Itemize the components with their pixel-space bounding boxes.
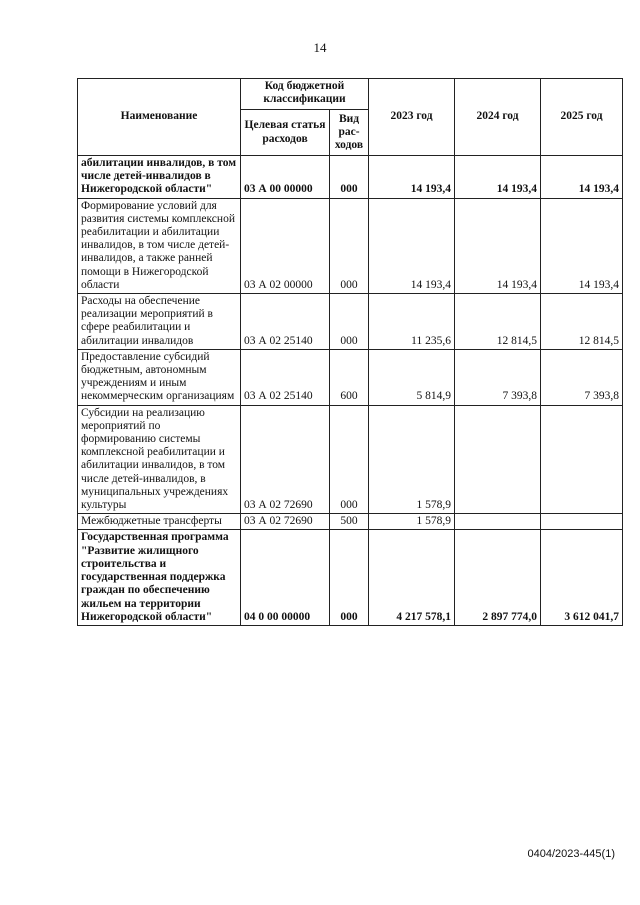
- row-expense-kind: 600: [330, 349, 369, 405]
- row-expense-kind: 500: [330, 514, 369, 530]
- row-value-2023: 1 578,9: [369, 405, 455, 514]
- row-target-code: 03 А 00 00000: [241, 156, 330, 199]
- row-value-2024: 14 193,4: [455, 198, 541, 293]
- row-expense-kind: 000: [330, 294, 369, 350]
- row-value-2025: 12 814,5: [541, 294, 623, 350]
- row-target-code: 03 А 02 25140: [241, 294, 330, 350]
- row-target-code: 04 0 00 00000: [241, 530, 330, 625]
- row-value-2024: [455, 514, 541, 530]
- row-value-2024: 12 814,5: [455, 294, 541, 350]
- row-expense-kind: 000: [330, 156, 369, 199]
- row-name: Формирование условий для развития системы комплексной реабилитации и абилитации инвалидов, в том числе детей-инвалидов, а также ранней помощи в Нижегородской области: [78, 198, 241, 293]
- header-expense-kind: Вид рас-ходов: [330, 110, 369, 156]
- table-row: [78, 405, 623, 514]
- table-row: [78, 198, 623, 293]
- row-expense-kind: 000: [330, 405, 369, 514]
- row-value-2023: 5 814,9: [369, 349, 455, 405]
- row-value-2025: 3 612 041,7: [541, 530, 623, 625]
- row-name: Субсидии на реализацию мероприятий по формированию системы комплексной реабилитации и абилитации инвалидов, в том числе детей-инвалидов, в муниципальных учреждениях культуры: [78, 405, 241, 514]
- row-target-code: 03 А 02 72690: [241, 405, 330, 514]
- row-value-2024: [455, 405, 541, 514]
- row-value-2023: 1 578,9: [369, 514, 455, 530]
- table-row: [78, 349, 623, 405]
- table-row: [78, 530, 623, 625]
- row-expense-kind: 000: [330, 198, 369, 293]
- budget-table: [77, 78, 623, 626]
- row-value-2025: 14 193,4: [541, 198, 623, 293]
- header-name: Наименование: [78, 79, 241, 156]
- document-code: 0404/2023-445(1): [527, 848, 615, 860]
- row-value-2024: 7 393,8: [455, 349, 541, 405]
- table-row: [78, 294, 623, 350]
- row-value-2024: 14 193,4: [455, 156, 541, 199]
- table-row: [78, 514, 623, 530]
- row-name: абилитации инвалидов, в том числе детей-инвалидов в Нижегородской области": [78, 156, 241, 199]
- header-2023: 2023 год: [369, 79, 455, 156]
- row-value-2023: 14 193,4: [369, 156, 455, 199]
- row-name: Межбюджетные трансферты: [78, 514, 241, 530]
- header-target-article: Целевая статья расходов: [241, 110, 330, 156]
- row-value-2025: 7 393,8: [541, 349, 623, 405]
- row-value-2023: 14 193,4: [369, 198, 455, 293]
- row-name: Государственная программа "Развитие жилищного строительства и государственная поддержка граждан по обеспечению жильем на территории Нижегородской области": [78, 530, 241, 625]
- page-number: 14: [313, 40, 327, 55]
- header-2024: 2024 год: [455, 79, 541, 156]
- header-code-group: Код бюджетной классификации: [241, 79, 369, 110]
- row-value-2023: 11 235,6: [369, 294, 455, 350]
- row-target-code: 03 А 02 00000: [241, 198, 330, 293]
- row-name: Предоставление субсидий бюджетным, автономным учреждениям и иным некоммерческим организациям: [78, 349, 241, 405]
- header-2025: 2025 год: [541, 79, 623, 156]
- row-target-code: 03 А 02 25140: [241, 349, 330, 405]
- row-expense-kind: 000: [330, 530, 369, 625]
- row-value-2023: 4 217 578,1: [369, 530, 455, 625]
- row-value-2024: 2 897 774,0: [455, 530, 541, 625]
- row-value-2025: [541, 514, 623, 530]
- row-value-2025: 14 193,4: [541, 156, 623, 199]
- table-row: [78, 156, 623, 199]
- row-value-2025: [541, 405, 623, 514]
- row-name: Расходы на обеспечение реализации мероприятий в сфере реабилитации и абилитации инвалидов: [78, 294, 241, 350]
- row-target-code: 03 А 02 72690: [241, 514, 330, 530]
